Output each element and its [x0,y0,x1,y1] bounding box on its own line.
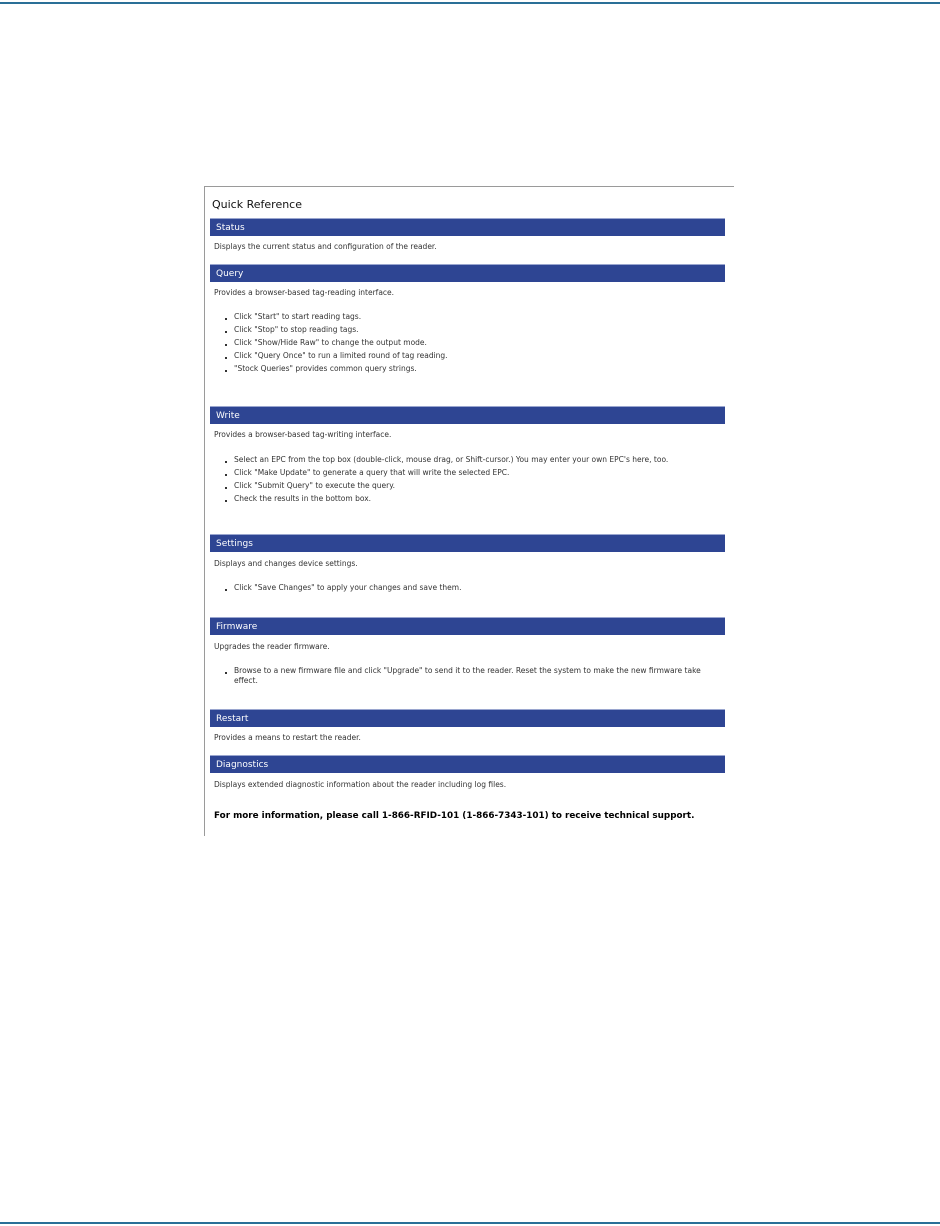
page-bottom-rule [0,1222,940,1224]
list-item: Click "Show/Hide Raw" to change the output mode. [225,338,715,348]
support-footer-text: For more information, please call 1-866-RFID-101 (1-866-7343-101) to receive technical support. [214,811,695,821]
write-description: Provides a browser-based tag-writing interface. [214,430,392,439]
section-header-firmware[interactable]: Firmware [210,617,725,635]
write-bullet-list [225,455,715,507]
quick-reference-panel [204,186,734,836]
settings-bullet-list [225,583,715,596]
section-header-query[interactable]: Query [210,264,725,282]
quick-reference-title: Quick Reference [212,198,302,211]
page-top-rule [0,2,940,4]
query-bullet-list [225,312,715,377]
firmware-bullet-list [225,666,715,689]
section-header-write[interactable]: Write [210,406,725,424]
query-description: Provides a browser-based tag-reading interface. [214,288,395,297]
list-item: "Stock Queries" provides common query strings. [225,364,715,374]
restart-description: Provides a means to restart the reader. [214,733,361,742]
list-item: Browse to a new firmware file and click "Upgrade" to send it to the reader. Reset the system to make the new firmware take effect. [225,666,715,686]
list-item: Check the results in the bottom box. [225,494,715,504]
list-item: Click "Make Update" to generate a query that will write the selected EPC. [225,468,715,478]
list-item: Click "Stop" to stop reading tags. [225,325,715,335]
diagnostics-description: Displays extended diagnostic information about the reader including log files. [214,780,507,789]
list-item: Click "Submit Query" to execute the query. [225,481,715,491]
firmware-description: Upgrades the reader firmware. [214,642,330,651]
status-description: Displays the current status and configuration of the reader. [214,242,437,251]
list-item: Select an EPC from the top box (double-click, mouse drag, or Shift-cursor.) You may enter your own EPC's here, too. [225,455,715,465]
settings-description: Displays and changes device settings. [214,559,358,568]
list-item: Click "Start" to start reading tags. [225,312,715,322]
section-header-settings[interactable]: Settings [210,534,725,552]
list-item: Click "Save Changes" to apply your changes and save them. [225,583,715,593]
section-header-status[interactable]: Status [210,218,725,236]
section-header-restart[interactable]: Restart [210,709,725,727]
section-header-diagnostics[interactable]: Diagnostics [210,755,725,773]
list-item: Click "Query Once" to run a limited round of tag reading. [225,351,715,361]
